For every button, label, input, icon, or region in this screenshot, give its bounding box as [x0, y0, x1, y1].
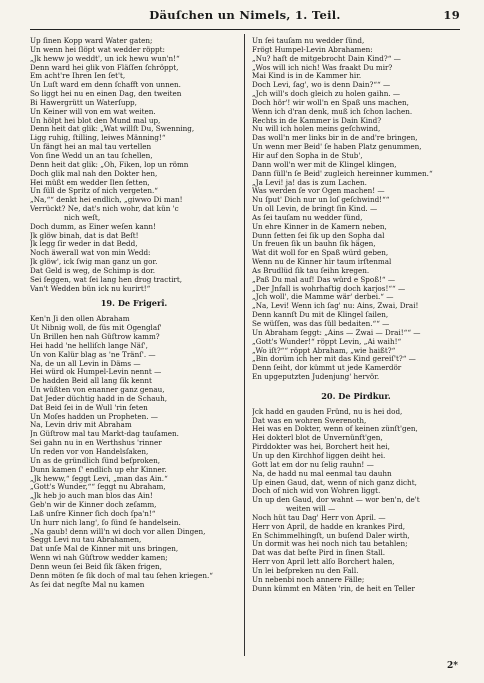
text-line: Doch dumm, as Einer weſen kann!	[30, 222, 156, 231]
page-number: 19	[443, 8, 460, 22]
text-line: Se wüſſen, was das ſüll bedaiten.““ —	[252, 320, 390, 328]
header-rule	[30, 29, 460, 30]
text-line: Un lei beſpreken nu den Fall.	[252, 566, 359, 575]
text-line: De hadden Beid all lang ſik kennt	[30, 377, 152, 386]
text-line: Ligg ruhig, ſtilling, leiwes Männing!“	[30, 134, 166, 143]
text-line: Nu will ich holen meins geſchwind,	[252, 125, 381, 134]
text-line: En upgeputzten Judenjung' hervör.	[252, 373, 380, 382]
text-line: Un ſei tauſam nu wedder ſünd,	[252, 37, 365, 45]
text-line: Un reden vor von Handelsſaken,	[30, 447, 149, 456]
text-line: Nu ſput' Dich nur un loſ geſchwind!““	[252, 196, 390, 205]
text-line: Na, de hadd nu mal eenmal tau dauhn	[252, 469, 392, 478]
poem-continuation	[30, 37, 238, 293]
text-line: „Gott's Wunder!“ röppt Levin, „Ai waih!“	[252, 337, 402, 346]
text-line: Un Keiner will von em wat weiten.	[30, 107, 156, 116]
text-line: „Jch woll', die Mamme wär' derbei.“ —	[252, 293, 394, 302]
text-line: Hir auf den Sopha in de Stub',	[252, 151, 363, 160]
text-line: As Brudlüd ſik tau ſeihn kregen.	[252, 266, 370, 275]
text-line: Dat Jeder düchtig hadd in de Schauh,	[30, 394, 168, 403]
text-line: Un hölpt hei blot den Mund mal up,	[30, 116, 161, 125]
text-line: Wenn ich d'ran denk, muß ich ſchon lachen.	[252, 107, 413, 116]
text-line: Un up den Gaud, dor wahnt — wor ben'n, de't	[252, 496, 420, 505]
text-line: Wenn wi nah Güſtrow wedder kamen;	[30, 554, 168, 563]
text-line: „Wos will ich nich! Was fraakt Du mir?	[252, 63, 393, 72]
text-line: Mai Kind is in de Kammer hir.	[252, 72, 362, 81]
text-line: Un nebenbi noch annere Fälle;	[252, 575, 365, 584]
text-line: „Ja Levi! ja! das is zum Lachen.	[252, 178, 367, 187]
text-line: Denn heit dat glik: „Oh, Fiken, lop un römn	[30, 160, 189, 169]
text-line: Geb'n wir de Kinner doch zeſamm,	[30, 501, 157, 510]
text-line: Denn möten ſe ſik doch of mal tau ſehen kriegen.“	[30, 571, 213, 580]
text-line: Laß unſre Kinner ſich doch ſpa'n!“	[30, 509, 156, 518]
text-line: Noch hüt tau Dag' Herr von April. —	[252, 513, 386, 522]
text-line: Dann woll'n wer mit de Klingel klingen,	[252, 160, 397, 169]
text-line: Sei ſeggen, wat ſei lang hen drog tractirt,	[30, 275, 183, 284]
text-line: Was werden ſe vor Ogen machen! —	[252, 187, 385, 196]
text-line: Doch glik mal nah den Dokter hen,	[30, 169, 158, 178]
text-line: Denn ſeiht, dor kümmt ut jede Kamerdör	[252, 364, 402, 373]
right-column	[252, 37, 460, 593]
text-line: Un hurr nich lang', ſo ſünd ſe handelsein.	[30, 518, 181, 527]
poem-frigeri-text	[30, 315, 238, 589]
text-line: En Schimmelhingſt, un buſend Daler wirth,	[252, 531, 410, 540]
text-line: Un oll Levin, de bringt ſin Kind. —	[252, 205, 378, 214]
text-line: Dann ſüll'n ſe Beid' zugleich hereinner kummen.“	[252, 169, 433, 178]
text-line: Denn ward hei glik von Fläſſen ſchröppt,	[30, 63, 179, 72]
text-line: Herr von April lett alſo Borchert halen,	[252, 558, 395, 567]
signature-mark: 2*	[447, 661, 458, 671]
text-line: Ken'n Ji den ollen Abraham	[30, 315, 130, 324]
text-line: Dat was en wohren Swerenoth,	[252, 416, 367, 425]
text-line: „Na,““ denkt hei endlich, „giwwo Di man!	[30, 196, 183, 205]
text-line: Na, de un all Levin in Däms —	[30, 359, 141, 368]
text-line: Jn Güſtrow mal tau Markt-dag tauſamen.	[30, 430, 179, 439]
text-line: Pirddokter was hei, Borchert heit hei,	[252, 443, 390, 452]
text-line: Rechts in de Kammer is Dain Kind?	[252, 116, 382, 125]
text-line: So liggt hei nu en einen Dag, den tweiten	[30, 90, 182, 99]
text-line: Un von Kalür blag as 'ne Tränſ'. —	[30, 350, 156, 359]
text-line: Denn kannſt Du mit de Klingel ſailen,	[252, 311, 389, 320]
text-line: Verrückt? Ne, dat's nich wohr, dat kün 'c	[30, 205, 179, 214]
text-line: Herr von April, de hadde en krankes Pird,	[252, 522, 406, 531]
text-line: Dunn ſetten ſei ſik up den Sopha dal	[252, 231, 385, 240]
text-line: Denn heit dat glik: „Wat willſt Du, Swenning,	[30, 125, 195, 134]
text-line: „Jk heb jo auch man blos das Ain!	[30, 492, 153, 501]
text-line: Jk glöw', ick ſwig man ganz un gor.	[30, 258, 158, 267]
text-line: Un up den Kirchhof liggen deiht hei.	[252, 451, 386, 460]
text-line: Un Brillen hen nah Güſtrow kamm?	[30, 333, 160, 341]
column-divider	[244, 34, 245, 656]
text-line: Un Moſes hadden un Propheten. —	[30, 412, 158, 421]
text-line: Hei was en Dokter, wenn of keinen zünſt'gen,	[252, 425, 418, 434]
left-column	[30, 37, 238, 589]
text-line: „Nu? haſt de mitgebrocht Dain Kind?“ —	[252, 54, 401, 63]
text-line: „Paß Du mal auf! Das würd e Spoß!“ —	[252, 275, 396, 284]
text-line: weiten will —	[286, 505, 336, 514]
text-line: Em acht're Ihren Ien ſet't,	[30, 72, 126, 81]
text-line: Un Abraham ſeggt: „Ains — Zwai — Drai!““ —	[252, 328, 421, 337]
text-line: Un ſüll de Spritz of nich vergeten.“	[30, 187, 158, 196]
text-line: Jk glöw binah, dat is dat Beſt!	[30, 231, 139, 240]
text-line: „Der Jnfall is wohrhaftig doch karjos!““ —	[252, 284, 406, 293]
text-line: Na, Levin driv mit Abraham	[30, 421, 132, 430]
text-line: „Gott's Wunder,““ ſeggt nu Abraham,	[30, 483, 166, 492]
text-line: Doch of nich wid von Wohren liggt.	[252, 487, 381, 496]
text-line: „Wo iſt?““ röppt Abraham, „wie haißt?“	[252, 346, 396, 355]
text-line: Hei würd ok Humpel-Levin nennt —	[30, 368, 162, 377]
text-line: Un fängt hei an mal tau vertellen	[30, 143, 152, 152]
text-line: Dunn kümmt en Mäten 'rin, de heit en Teller	[252, 584, 415, 593]
text-line: As ſei tauſam nu wedder ſünd,	[252, 213, 363, 222]
poem-frigeri-continuation	[252, 37, 460, 382]
text-line: Denn weun ſei Beid ſik ſäken frigen,	[30, 562, 162, 571]
running-title: Däuſchen un Nimels, 1. Teil.	[149, 8, 341, 22]
text-line: Frögt Humpel-Levin Abrahamen:	[252, 45, 373, 54]
text-line: Un wenn hei ſlöpt wat wedder röppt:	[30, 45, 165, 54]
text-line: Up einen Gaud, dat, wenn of nich ganz dicht,	[252, 478, 417, 487]
text-line: Dunn kamen ſ' endlich up ehr Kinner.	[30, 465, 167, 474]
text-line: Dat was dat beſte Pird in ſinen Stall.	[252, 549, 386, 558]
text-line: „Na, Levi! Wenn ich ſag' nu: Ains, Zwai, Drai!	[252, 302, 419, 311]
text-line: „Jk heww,“ ſeggt Levi, „man das Ain.“	[30, 474, 168, 483]
page-header	[30, 8, 460, 26]
text-line: Wenn nu de Kinner hir taum irſtenmal	[252, 258, 392, 267]
text-line: Seggt Levi nu tau Abrahamen,	[30, 536, 142, 545]
text-line: Van't Wedden bün ick nu kurirt!“	[30, 284, 151, 293]
text-line: Un freuen ſik un bauhn ſik hägen,	[252, 240, 376, 249]
text-line: Dat Geld is weg, de Schimp is dor.	[30, 266, 156, 275]
text-line: Un wenn mer Beid' ſe haben Platz genummen,	[252, 143, 422, 152]
text-line: Dat unſe Mal de Kinner mit uns bringen,	[30, 545, 179, 554]
text-line: Von ſine Wedd un an tau ſchellen,	[30, 151, 153, 160]
text-line: Dat Beid ſei in de Wull 'rin ſeten	[30, 403, 148, 412]
text-line: Jk legg ſir weder in dat Bedd,	[30, 240, 138, 249]
text-line: Doch Levi, ſag', wo is denn Dain?““ —	[252, 81, 391, 90]
poem-title-frigeri: 19. De Frigerî.	[100, 298, 168, 309]
text-line: Das woll'n mer links bir in de and're bringen,	[252, 134, 418, 143]
text-line: Doch hör'! wir woll'n en Spaß uns machen,	[252, 98, 409, 107]
text-line: Un Luſt ward em denn ſchafft von unnen.	[30, 81, 181, 90]
text-line: Bi Hawergrütt un Waterſupp,	[30, 98, 137, 107]
text-line: Jck hadd en gauden Fründ, nu is hei dod,	[252, 407, 403, 416]
text-line: Up ſinen Kopp ward Water gaten;	[30, 37, 153, 45]
text-line: Un as de gründlich ſünd beſproken,	[30, 456, 161, 465]
text-line: Un wüßten von enanner ganz genau,	[30, 386, 165, 395]
text-line: Sei gahn nu in en Werthshus 'rinner	[30, 439, 162, 448]
text-line: „Jk heww jo weddt', un ick hewu wun'n!“	[30, 54, 180, 63]
text-line: Hei hadd 'ne helliſch lange Näſ',	[30, 341, 148, 350]
text-line: „Na gaub! denn will'n wi doch vor allen Dingen,	[30, 527, 206, 536]
poem-pirdkur-text	[252, 408, 460, 594]
text-line: Hei müßt em wedder Ilen ſetten,	[30, 178, 150, 187]
text-line: Noch äwerall wat von min Wedd:	[30, 249, 151, 258]
text-line: „Bin dorüm ich her mit das Kind gereiſ't?“ —	[252, 355, 416, 364]
text-line: Hei dokterl blot de Unvernünft'gen,	[252, 434, 383, 443]
text-line: Un dormit was hei noch nich tau betahlen;	[252, 540, 408, 549]
poem-title-pirdkur: 20. De Pirdkur.	[321, 390, 391, 401]
text-line: Ut Nibnig woll, de ſüs mit Ogenglaſ'	[30, 324, 162, 333]
text-line: „Jch will's doch gleich zu holen gaihn. —	[252, 90, 401, 99]
text-line: Un ehre Kinner in de Kamern neben,	[252, 222, 387, 231]
text-line: As ſei dat negſte Mal nu kamen	[30, 580, 145, 589]
text-line: nich weſt,	[64, 213, 101, 222]
text-line: Gott lat em dor nu ſelig rauhn! —	[252, 460, 374, 469]
text-line: Wat dit woll for en Spaß würd geben,	[252, 249, 389, 258]
